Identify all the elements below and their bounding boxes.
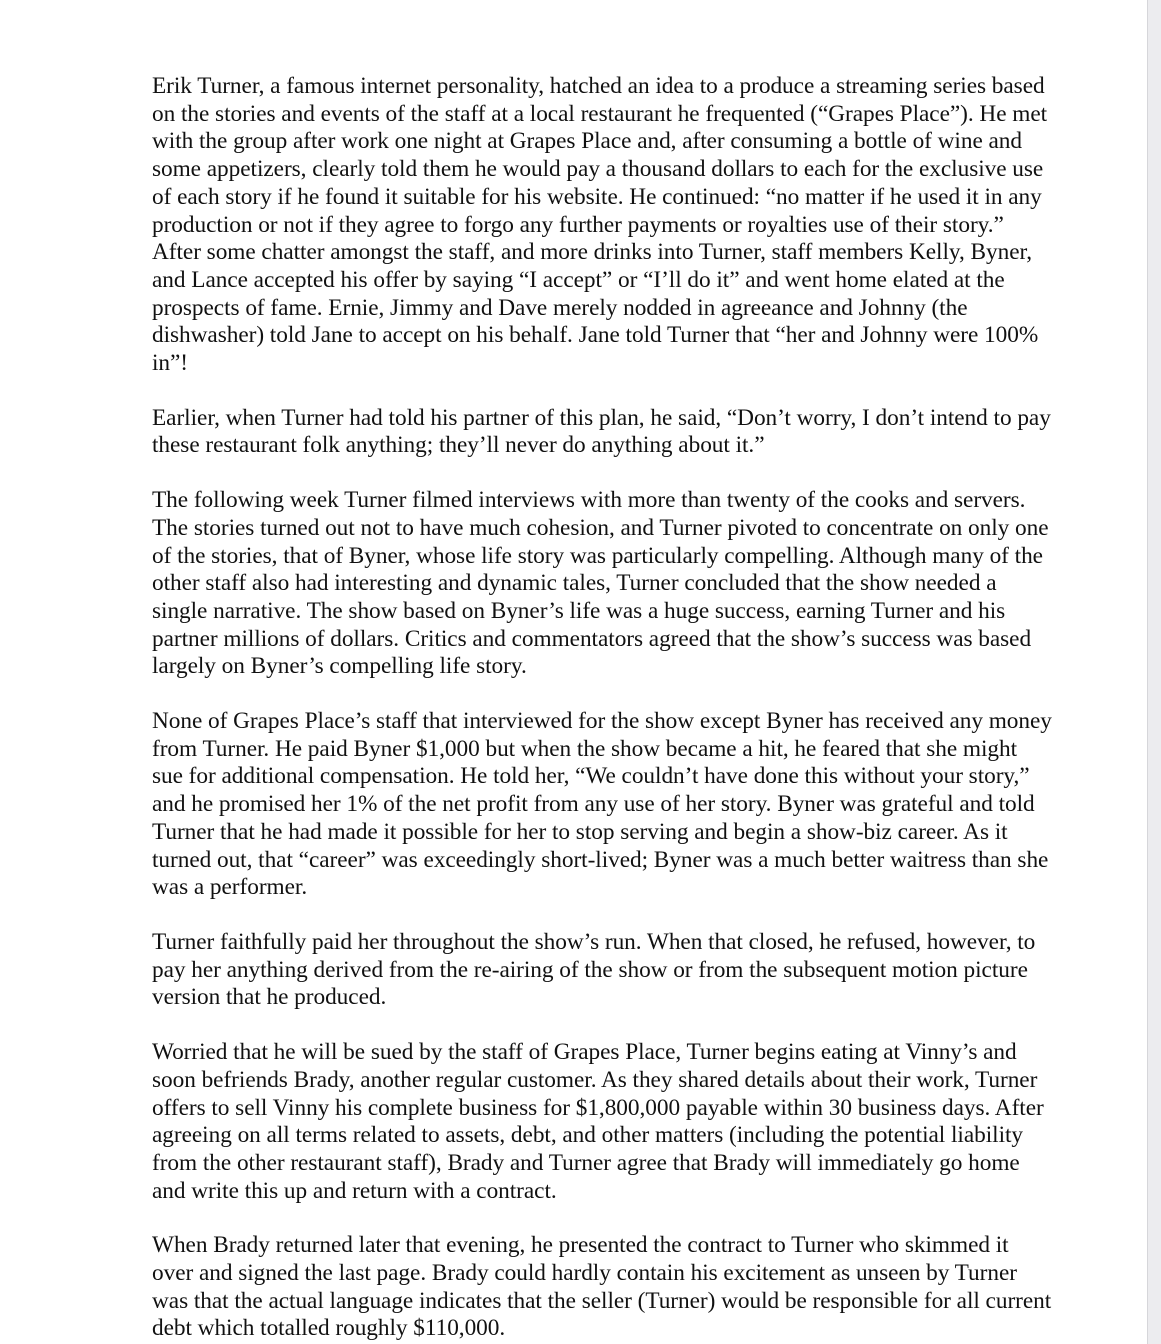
paragraph-filming: The following week Turner filmed interviews with more than twenty of the cooks and servers. The stories turned out not to have much cohesion, and Turner pivoted to concentrate on only one of the stories, that of Byner, whose life story was particularly compelling. Although many of the other staff also had interesting and dynamic tales, Turner concluded that the show needed a single narrative. The show based on Byner’s life was a huge success, earning Turner and his partner millions of dollars. Critics and commentators agreed that the show’s success was based largely on Byner’s compelling life story. xyxy=(152,487,1049,680)
paragraph-contract: When Brady returned later that evening, he presented the contract to Turner who skimmed it over and signed the last page. Brady could hardly contain his excitement as unseen by Turner was that the actual language indicates that the seller (Turner) would be responsible for all current debt which totalled roughly $110,000. xyxy=(152,1232,1052,1342)
paragraph-payment: None of Grapes Place’s staff that interviewed for the show except Byner has received any money from Turner. He paid Byner $1,000 but when the show became a hit, he feared that she might sue for additional compensation. He told her, “We couldn’t have done this without your story,” and he promised her 1% of the net profit from any use of her story. Byner was grateful and told Turner that he had made it possible for her to stop serving and begin a show-biz career. As it turned out, that “career” was exceedingly short-lived; Byner was a much better waitress than she was a performer. xyxy=(152,708,1052,901)
paragraph-partner-remark: Earlier, when Turner had told his partner of this plan, he said, “Don’t worry, I don’t intend to pay these restaurant folk anything; they’ll never do anything about it.” xyxy=(152,404,1051,459)
viewer-background xyxy=(1148,0,1161,1344)
paragraph-business-sale: Worried that he will be sued by the staff of Grapes Place, Turner begins eating at Vinny’s and soon befriends Brady, another regular customer. As they shared details about their work, Turner offers to sell Vinny his complete business for $1,800,000 payable within 30 business days. After agreeing on all terms related to assets, debt, and other matters (including the potential liability from the other restaurant staff), Brady and Turner agree that Brady will immediately go home and write this up and return with a contract. xyxy=(152,1039,1044,1204)
paragraph-show-run: Turner faithfully paid her throughout the show’s run. When that closed, he refused, however, to pay her anything derived from the re-airing of the show or from the subsequent motion picture version that he produced. xyxy=(152,928,1036,1011)
paragraph-offer: Erik Turner, a famous internet personality, hatched an idea to a produce a streaming series based on the stories and events of the staff at a local restaurant he frequented (“Grapes Place”). He met with the group after work one night at Grapes Place and, after consuming a bottle of wine and some appetizers, clearly told them he would pay a thousand dollars to each for the exclusive use of each story if he found it suitable for his website. He continued: “no matter if he used it in any production or not if they agree to forgo any further payments or royalties use of their story.” After some chatter amongst the staff, and more drinks into Turner, staff members Kelly, Byner, and Lance accepted his offer by saying “I accept” or “I’ll do it” and went home elated at the prospects of fame. Ernie, Jimmy and Dave merely nodded in agreeance and Johnny (the dishwasher) told Jane to accept on his behalf. Jane told Turner that “her and Johnny were 100% in”! xyxy=(152,73,1048,377)
document-body xyxy=(152,73,1102,1344)
